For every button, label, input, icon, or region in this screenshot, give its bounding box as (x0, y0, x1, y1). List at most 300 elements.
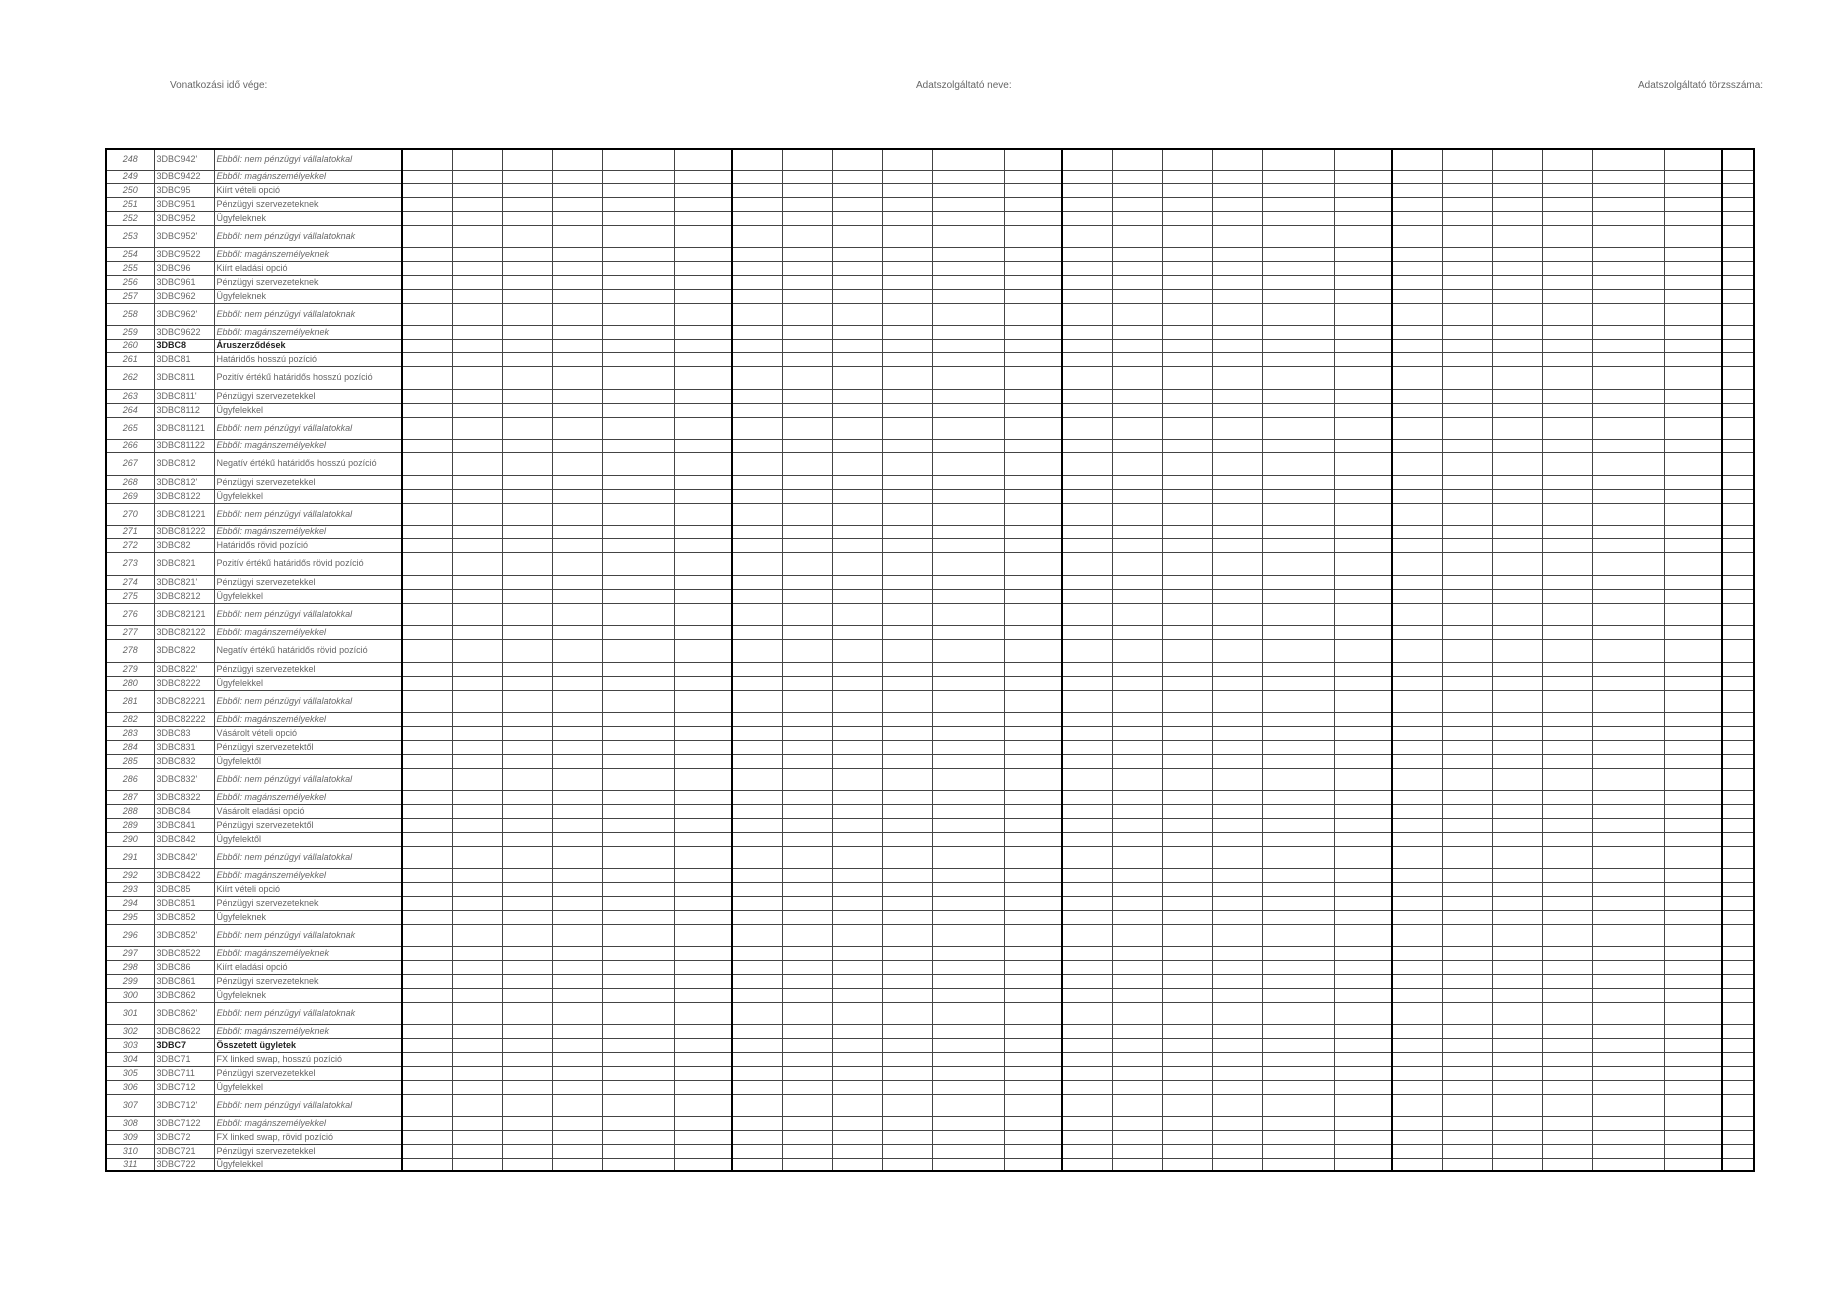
data-cell[interactable] (1162, 712, 1212, 726)
data-cell[interactable] (502, 339, 552, 352)
data-cell[interactable] (932, 1002, 1004, 1024)
data-cell[interactable] (1062, 575, 1112, 589)
data-cell[interactable] (882, 882, 932, 896)
data-cell[interactable] (602, 740, 674, 754)
data-cell[interactable] (402, 910, 452, 924)
data-cell[interactable] (1262, 403, 1334, 417)
data-cell[interactable] (674, 882, 732, 896)
data-cell[interactable] (1392, 754, 1442, 768)
data-cell[interactable] (452, 261, 502, 275)
data-cell[interactable] (1722, 946, 1754, 960)
data-cell[interactable] (1262, 1002, 1334, 1024)
data-cell[interactable] (674, 452, 732, 475)
data-cell[interactable] (1334, 960, 1392, 974)
data-cell[interactable] (932, 639, 1004, 662)
data-cell[interactable] (1592, 538, 1664, 552)
data-cell[interactable] (932, 149, 1004, 170)
data-cell[interactable] (782, 489, 832, 503)
data-cell[interactable] (732, 1144, 782, 1158)
data-cell[interactable] (1542, 366, 1592, 389)
data-cell[interactable] (782, 882, 832, 896)
data-cell[interactable] (732, 988, 782, 1002)
data-cell[interactable] (932, 960, 1004, 974)
data-cell[interactable] (882, 538, 932, 552)
data-cell[interactable] (1722, 183, 1754, 197)
data-cell[interactable] (552, 896, 602, 910)
data-cell[interactable] (1722, 225, 1754, 247)
data-cell[interactable] (552, 403, 602, 417)
data-cell[interactable] (1722, 275, 1754, 289)
data-cell[interactable] (552, 726, 602, 740)
data-cell[interactable] (932, 1158, 1004, 1171)
data-cell[interactable] (782, 790, 832, 804)
data-cell[interactable] (932, 1080, 1004, 1094)
data-cell[interactable] (732, 417, 782, 439)
data-cell[interactable] (1542, 149, 1592, 170)
data-cell[interactable] (1722, 1094, 1754, 1116)
data-cell[interactable] (402, 339, 452, 352)
data-cell[interactable] (1392, 846, 1442, 868)
data-cell[interactable] (1112, 275, 1162, 289)
data-cell[interactable] (1392, 452, 1442, 475)
data-cell[interactable] (782, 974, 832, 988)
data-cell[interactable] (452, 1024, 502, 1038)
data-cell[interactable] (1442, 832, 1492, 846)
data-cell[interactable] (402, 170, 452, 183)
data-cell[interactable] (452, 575, 502, 589)
data-cell[interactable] (552, 352, 602, 366)
data-cell[interactable] (502, 1002, 552, 1024)
data-cell[interactable] (602, 403, 674, 417)
data-cell[interactable] (1212, 575, 1262, 589)
data-cell[interactable] (782, 211, 832, 225)
data-cell[interactable] (1262, 303, 1334, 325)
data-cell[interactable] (1162, 1024, 1212, 1038)
data-cell[interactable] (1442, 712, 1492, 726)
data-cell[interactable] (1004, 896, 1062, 910)
data-cell[interactable] (1722, 325, 1754, 339)
data-cell[interactable] (1392, 489, 1442, 503)
data-cell[interactable] (1212, 389, 1262, 403)
data-cell[interactable] (552, 846, 602, 868)
data-cell[interactable] (1212, 1116, 1262, 1130)
data-cell[interactable] (732, 149, 782, 170)
data-cell[interactable] (402, 1094, 452, 1116)
data-cell[interactable] (782, 197, 832, 211)
data-cell[interactable] (1212, 197, 1262, 211)
data-cell[interactable] (1162, 768, 1212, 790)
data-cell[interactable] (674, 1052, 732, 1066)
data-cell[interactable] (1664, 1080, 1722, 1094)
data-cell[interactable] (1664, 896, 1722, 910)
data-cell[interactable] (1392, 538, 1442, 552)
data-cell[interactable] (402, 625, 452, 639)
data-cell[interactable] (552, 818, 602, 832)
data-cell[interactable] (1492, 197, 1542, 211)
data-cell[interactable] (1664, 818, 1722, 832)
data-cell[interactable] (1392, 1002, 1442, 1024)
data-cell[interactable] (452, 712, 502, 726)
data-cell[interactable] (1212, 149, 1262, 170)
data-cell[interactable] (1162, 366, 1212, 389)
data-cell[interactable] (1162, 352, 1212, 366)
data-cell[interactable] (1592, 275, 1664, 289)
data-cell[interactable] (1212, 1066, 1262, 1080)
data-cell[interactable] (832, 896, 882, 910)
data-cell[interactable] (452, 896, 502, 910)
data-cell[interactable] (1392, 974, 1442, 988)
data-cell[interactable] (1664, 275, 1722, 289)
data-cell[interactable] (882, 247, 932, 261)
data-cell[interactable] (674, 475, 732, 489)
data-cell[interactable] (1004, 946, 1062, 960)
data-cell[interactable] (1162, 924, 1212, 946)
data-cell[interactable] (1392, 352, 1442, 366)
data-cell[interactable] (832, 525, 882, 538)
data-cell[interactable] (1334, 988, 1392, 1002)
data-cell[interactable] (602, 1038, 674, 1052)
data-cell[interactable] (602, 211, 674, 225)
data-cell[interactable] (402, 503, 452, 525)
data-cell[interactable] (782, 1080, 832, 1094)
data-cell[interactable] (1262, 882, 1334, 896)
data-cell[interactable] (1004, 403, 1062, 417)
data-cell[interactable] (552, 303, 602, 325)
data-cell[interactable] (402, 197, 452, 211)
data-cell[interactable] (1004, 149, 1062, 170)
data-cell[interactable] (1722, 339, 1754, 352)
data-cell[interactable] (832, 818, 882, 832)
data-cell[interactable] (552, 475, 602, 489)
data-cell[interactable] (552, 225, 602, 247)
data-cell[interactable] (1062, 846, 1112, 868)
data-cell[interactable] (1262, 538, 1334, 552)
data-cell[interactable] (1212, 1158, 1262, 1171)
data-cell[interactable] (1592, 625, 1664, 639)
data-cell[interactable] (932, 452, 1004, 475)
data-cell[interactable] (1004, 974, 1062, 988)
data-cell[interactable] (1492, 603, 1542, 625)
data-cell[interactable] (1112, 804, 1162, 818)
data-cell[interactable] (1542, 625, 1592, 639)
data-cell[interactable] (1392, 552, 1442, 575)
data-cell[interactable] (502, 946, 552, 960)
data-cell[interactable] (1442, 1130, 1492, 1144)
data-cell[interactable] (1112, 149, 1162, 170)
data-cell[interactable] (732, 1130, 782, 1144)
data-cell[interactable] (882, 1094, 932, 1116)
data-cell[interactable] (932, 676, 1004, 690)
data-cell[interactable] (502, 1116, 552, 1130)
data-cell[interactable] (452, 489, 502, 503)
data-cell[interactable] (1334, 1144, 1392, 1158)
data-cell[interactable] (832, 339, 882, 352)
data-cell[interactable] (732, 489, 782, 503)
data-cell[interactable] (732, 818, 782, 832)
data-cell[interactable] (1262, 1024, 1334, 1038)
data-cell[interactable] (1542, 988, 1592, 1002)
data-cell[interactable] (502, 303, 552, 325)
data-cell[interactable] (1542, 417, 1592, 439)
data-cell[interactable] (1492, 910, 1542, 924)
data-cell[interactable] (674, 603, 732, 625)
data-cell[interactable] (1212, 525, 1262, 538)
data-cell[interactable] (1212, 690, 1262, 712)
data-cell[interactable] (552, 960, 602, 974)
data-cell[interactable] (882, 1024, 932, 1038)
data-cell[interactable] (1062, 882, 1112, 896)
data-cell[interactable] (1722, 403, 1754, 417)
data-cell[interactable] (782, 275, 832, 289)
data-cell[interactable] (602, 846, 674, 868)
data-cell[interactable] (552, 1038, 602, 1052)
data-cell[interactable] (782, 924, 832, 946)
data-cell[interactable] (782, 868, 832, 882)
data-cell[interactable] (1212, 366, 1262, 389)
data-cell[interactable] (502, 289, 552, 303)
data-cell[interactable] (1112, 1024, 1162, 1038)
data-cell[interactable] (1722, 868, 1754, 882)
data-cell[interactable] (1592, 896, 1664, 910)
data-cell[interactable] (1334, 1094, 1392, 1116)
data-cell[interactable] (1162, 1052, 1212, 1066)
data-cell[interactable] (1664, 988, 1722, 1002)
data-cell[interactable] (732, 589, 782, 603)
data-cell[interactable] (1112, 303, 1162, 325)
data-cell[interactable] (832, 247, 882, 261)
data-cell[interactable] (1442, 1144, 1492, 1158)
data-cell[interactable] (1664, 538, 1722, 552)
data-cell[interactable] (552, 625, 602, 639)
data-cell[interactable] (1004, 1080, 1062, 1094)
data-cell[interactable] (832, 439, 882, 452)
data-cell[interactable] (1004, 503, 1062, 525)
data-cell[interactable] (1112, 924, 1162, 946)
data-cell[interactable] (1442, 960, 1492, 974)
data-cell[interactable] (1722, 352, 1754, 366)
data-cell[interactable] (1212, 1052, 1262, 1066)
data-cell[interactable] (1112, 818, 1162, 832)
data-cell[interactable] (452, 1094, 502, 1116)
data-cell[interactable] (552, 882, 602, 896)
data-cell[interactable] (1542, 1080, 1592, 1094)
data-cell[interactable] (402, 247, 452, 261)
data-cell[interactable] (1212, 452, 1262, 475)
data-cell[interactable] (1492, 211, 1542, 225)
data-cell[interactable] (1664, 247, 1722, 261)
data-cell[interactable] (1542, 662, 1592, 676)
data-cell[interactable] (1442, 1066, 1492, 1080)
data-cell[interactable] (732, 726, 782, 740)
data-cell[interactable] (1722, 211, 1754, 225)
data-cell[interactable] (1442, 1158, 1492, 1171)
data-cell[interactable] (502, 183, 552, 197)
data-cell[interactable] (1004, 868, 1062, 882)
data-cell[interactable] (1212, 1024, 1262, 1038)
data-cell[interactable] (1664, 712, 1722, 726)
data-cell[interactable] (1262, 804, 1334, 818)
data-cell[interactable] (402, 1052, 452, 1066)
data-cell[interactable] (1542, 538, 1592, 552)
data-cell[interactable] (1392, 439, 1442, 452)
data-cell[interactable] (1492, 403, 1542, 417)
data-cell[interactable] (1212, 225, 1262, 247)
data-cell[interactable] (732, 754, 782, 768)
data-cell[interactable] (402, 712, 452, 726)
data-cell[interactable] (1262, 575, 1334, 589)
data-cell[interactable] (1212, 712, 1262, 726)
data-cell[interactable] (602, 712, 674, 726)
data-cell[interactable] (1592, 726, 1664, 740)
data-cell[interactable] (1112, 882, 1162, 896)
data-cell[interactable] (402, 754, 452, 768)
data-cell[interactable] (602, 489, 674, 503)
data-cell[interactable] (932, 1130, 1004, 1144)
data-cell[interactable] (602, 1094, 674, 1116)
data-cell[interactable] (1592, 366, 1664, 389)
data-cell[interactable] (1062, 740, 1112, 754)
data-cell[interactable] (1542, 1002, 1592, 1024)
data-cell[interactable] (1542, 389, 1592, 403)
data-cell[interactable] (1592, 149, 1664, 170)
data-cell[interactable] (882, 832, 932, 846)
data-cell[interactable] (1112, 625, 1162, 639)
data-cell[interactable] (402, 489, 452, 503)
data-cell[interactable] (1162, 538, 1212, 552)
data-cell[interactable] (1004, 790, 1062, 804)
data-cell[interactable] (552, 575, 602, 589)
data-cell[interactable] (1722, 726, 1754, 740)
data-cell[interactable] (1262, 525, 1334, 538)
data-cell[interactable] (1262, 868, 1334, 882)
data-cell[interactable] (1492, 712, 1542, 726)
data-cell[interactable] (1212, 625, 1262, 639)
data-cell[interactable] (1112, 325, 1162, 339)
data-cell[interactable] (1162, 1038, 1212, 1052)
data-cell[interactable] (1334, 247, 1392, 261)
data-cell[interactable] (882, 225, 932, 247)
data-cell[interactable] (1392, 417, 1442, 439)
data-cell[interactable] (1112, 690, 1162, 712)
data-cell[interactable] (552, 1066, 602, 1080)
data-cell[interactable] (1492, 261, 1542, 275)
data-cell[interactable] (1262, 639, 1334, 662)
data-cell[interactable] (932, 417, 1004, 439)
data-cell[interactable] (1262, 960, 1334, 974)
data-cell[interactable] (502, 538, 552, 552)
data-cell[interactable] (1062, 818, 1112, 832)
data-cell[interactable] (502, 603, 552, 625)
data-cell[interactable] (502, 818, 552, 832)
data-cell[interactable] (1664, 589, 1722, 603)
data-cell[interactable] (1392, 261, 1442, 275)
data-cell[interactable] (1392, 768, 1442, 790)
data-cell[interactable] (1442, 303, 1492, 325)
data-cell[interactable] (1112, 896, 1162, 910)
data-cell[interactable] (552, 489, 602, 503)
data-cell[interactable] (452, 197, 502, 211)
data-cell[interactable] (1592, 170, 1664, 183)
data-cell[interactable] (1062, 275, 1112, 289)
data-cell[interactable] (882, 625, 932, 639)
data-cell[interactable] (1262, 832, 1334, 846)
data-cell[interactable] (932, 352, 1004, 366)
data-cell[interactable] (832, 625, 882, 639)
data-cell[interactable] (552, 1024, 602, 1038)
data-cell[interactable] (782, 804, 832, 818)
data-cell[interactable] (674, 303, 732, 325)
data-cell[interactable] (452, 170, 502, 183)
data-cell[interactable] (1212, 275, 1262, 289)
data-cell[interactable] (882, 170, 932, 183)
data-cell[interactable] (732, 552, 782, 575)
data-cell[interactable] (932, 868, 1004, 882)
data-cell[interactable] (602, 475, 674, 489)
data-cell[interactable] (502, 662, 552, 676)
data-cell[interactable] (674, 552, 732, 575)
data-cell[interactable] (1334, 489, 1392, 503)
data-cell[interactable] (1664, 552, 1722, 575)
data-cell[interactable] (1004, 525, 1062, 538)
data-cell[interactable] (1542, 211, 1592, 225)
data-cell[interactable] (502, 868, 552, 882)
data-cell[interactable] (1664, 960, 1722, 974)
data-cell[interactable] (402, 211, 452, 225)
data-cell[interactable] (452, 417, 502, 439)
data-cell[interactable] (452, 754, 502, 768)
data-cell[interactable] (1062, 261, 1112, 275)
data-cell[interactable] (732, 1116, 782, 1130)
data-cell[interactable] (1334, 503, 1392, 525)
data-cell[interactable] (1162, 1094, 1212, 1116)
data-cell[interactable] (782, 452, 832, 475)
data-cell[interactable] (1442, 754, 1492, 768)
data-cell[interactable] (1212, 974, 1262, 988)
data-cell[interactable] (1262, 690, 1334, 712)
data-cell[interactable] (1162, 868, 1212, 882)
data-cell[interactable] (732, 832, 782, 846)
data-cell[interactable] (674, 1038, 732, 1052)
data-cell[interactable] (1062, 1158, 1112, 1171)
data-cell[interactable] (452, 910, 502, 924)
data-cell[interactable] (1162, 1002, 1212, 1024)
data-cell[interactable] (402, 639, 452, 662)
data-cell[interactable] (1442, 503, 1492, 525)
data-cell[interactable] (1492, 439, 1542, 452)
data-cell[interactable] (452, 924, 502, 946)
data-cell[interactable] (1392, 1024, 1442, 1038)
data-cell[interactable] (1062, 389, 1112, 403)
data-cell[interactable] (1664, 690, 1722, 712)
data-cell[interactable] (1592, 603, 1664, 625)
data-cell[interactable] (932, 1024, 1004, 1038)
data-cell[interactable] (882, 1080, 932, 1094)
data-cell[interactable] (1542, 768, 1592, 790)
data-cell[interactable] (1212, 503, 1262, 525)
data-cell[interactable] (674, 589, 732, 603)
data-cell[interactable] (1492, 1130, 1542, 1144)
data-cell[interactable] (832, 676, 882, 690)
data-cell[interactable] (1062, 1116, 1112, 1130)
data-cell[interactable] (402, 552, 452, 575)
data-cell[interactable] (1722, 289, 1754, 303)
data-cell[interactable] (1062, 149, 1112, 170)
data-cell[interactable] (1392, 289, 1442, 303)
data-cell[interactable] (402, 662, 452, 676)
data-cell[interactable] (674, 1094, 732, 1116)
data-cell[interactable] (1062, 603, 1112, 625)
data-cell[interactable] (1212, 790, 1262, 804)
